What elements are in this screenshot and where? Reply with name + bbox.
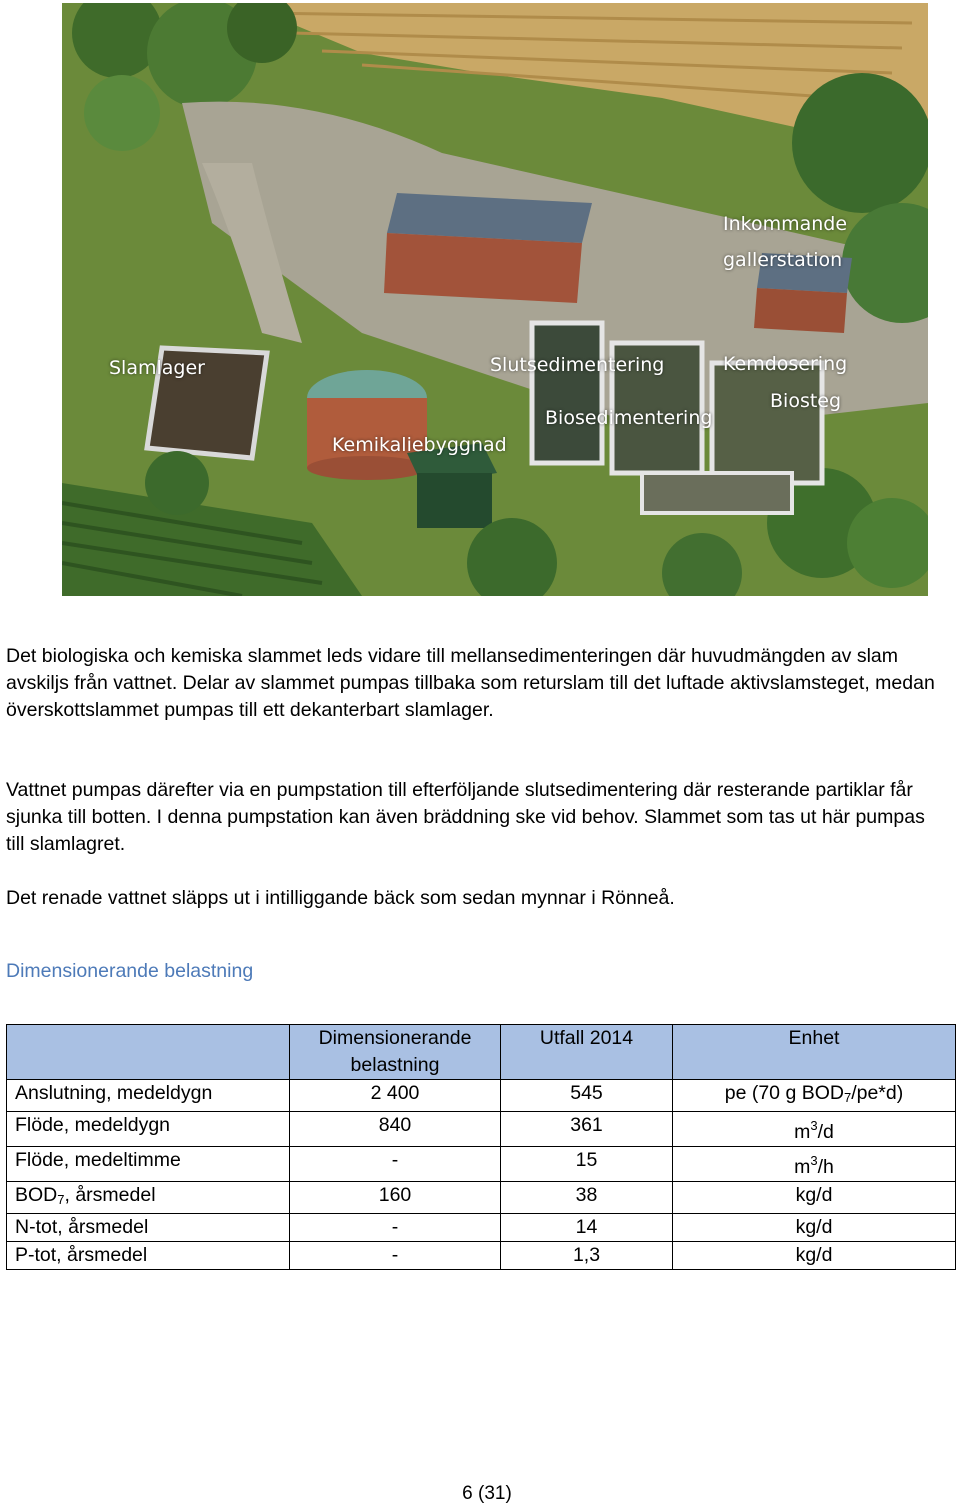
row-dim: 2 400: [290, 1080, 501, 1112]
label-biosteg: Biosteg: [770, 390, 842, 412]
row-utfall: 14: [501, 1214, 673, 1242]
table-row: [7, 1147, 956, 1182]
table-row: [7, 1242, 956, 1270]
table-header-empty: [7, 1025, 290, 1080]
row-label: Flöde, medeltimme: [7, 1147, 290, 1182]
row-unit: pe (70 g $BOD_7/pe*d$): [673, 1080, 956, 1112]
label-gallerstation: gallerstation: [723, 249, 843, 271]
table-row: [7, 1214, 956, 1242]
row-unit: kg/d: [673, 1242, 956, 1270]
section-heading: Dimensionerande belastning: [6, 960, 254, 982]
row-label: P-tot, årsmedel: [7, 1242, 290, 1270]
row-utfall: 545: [501, 1080, 673, 1112]
table-header-dimensionerande: Dimensionerande belastning: [290, 1025, 501, 1080]
row-unit: $m^3/d$: [673, 1112, 956, 1147]
paragraph-sludge: Det biologiska och kemiska slammet leds vidare till mellansedimenteringen där huvudmängden av slam avskiljs från vattnet. Delar av slammet pumpas tillbaka som returslam till det luftade aktivslamsteget, medan överskottslammet pumpas till ett dekanterbart slamlager.: [6, 645, 935, 721]
row-unit: kg/d: [673, 1214, 956, 1242]
table-header-enhet: Enhet: [673, 1025, 956, 1080]
label-inkommande: Inkommande: [723, 213, 848, 235]
table-row: [7, 1080, 956, 1112]
row-unit: $m^3/h$: [673, 1147, 956, 1182]
paragraph-outlet: Det renade vattnet släpps ut i intilliggande bäck som sedan mynnar i Rönneå.: [6, 887, 675, 909]
row-label: N-tot, årsmedel: [7, 1214, 290, 1242]
row-utfall: 1,3: [501, 1242, 673, 1270]
label-slamlager: Slamlager: [109, 357, 205, 379]
load-table: [6, 1024, 956, 1270]
label-kemdosering: Kemdosering: [723, 353, 848, 375]
table-header-utfall: Utfall 2014: [501, 1025, 673, 1080]
row-dim: -: [290, 1214, 501, 1242]
row-unit: kg/d: [673, 1182, 956, 1214]
label-biosedimentering: Biosedimentering: [545, 407, 713, 429]
row-utfall: 38: [501, 1182, 673, 1214]
table-header-row: [7, 1025, 956, 1080]
row-utfall: 15: [501, 1147, 673, 1182]
row-label: Flöde, medeldygn: [7, 1112, 290, 1147]
label-slutsedimentering: Slutsedimentering: [490, 354, 665, 376]
label-kemikaliebyggnad: Kemikaliebyggnad: [332, 434, 507, 456]
row-utfall: 361: [501, 1112, 673, 1147]
table-row: [7, 1182, 956, 1214]
row-dim: -: [290, 1242, 501, 1270]
row-dim: 840: [290, 1112, 501, 1147]
row-dim: -: [290, 1147, 501, 1182]
row-dim: 160: [290, 1182, 501, 1214]
aerial-photo: [62, 3, 928, 596]
row-label: Anslutning, medeldygn: [7, 1080, 290, 1112]
page-number: 6 (31): [462, 1483, 512, 1504]
table-row: [7, 1112, 956, 1147]
row-label: $BOD_7$, årsmedel: [7, 1182, 290, 1214]
paragraph-pumping: Vattnet pumpas därefter via en pumpstation till efterföljande slutsedimentering där resterande partiklar får sjunka till botten. I denna pumpstation kan även bräddning ske vid behov. Slammet som tas ut här pumpas till slamlagret.: [6, 779, 925, 855]
